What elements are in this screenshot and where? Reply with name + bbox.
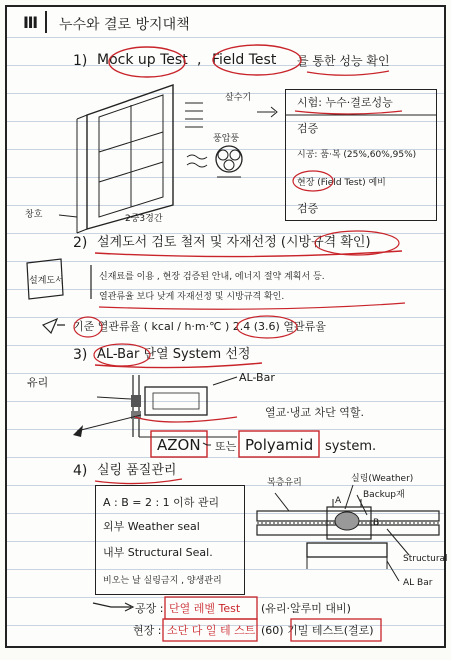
test-box-line3: 시공: 품·복 (25%,60%,95%)	[297, 150, 417, 160]
al-bar-label: AL-Bar	[239, 371, 275, 384]
heat-bridge-label: 열교·냉교 차단 역할.	[265, 406, 364, 419]
item2-label: 2)	[73, 235, 88, 251]
glass-label: 유리	[27, 376, 49, 389]
section-number: Ⅲ	[23, 13, 39, 32]
item2-line2: 열관류율 보다 낮게 자재선정 및 시방규격 확인.	[99, 292, 285, 302]
item2-title: 설계도서 검토 철저 및 자재선정 (시방규격 확인)	[97, 235, 371, 250]
item1-mockup: Mock up Test	[97, 52, 188, 68]
sealing-line2: 외부 Weather seal	[103, 520, 200, 533]
item1-field: Field Test	[212, 52, 277, 68]
footer2-red: 소단 다 일 테 스트	[167, 624, 256, 637]
item2-note: 기준 열관류율 ( kcal / h·m·℃ ) 2.4 (3.6) 열관류율	[73, 320, 326, 333]
footer1-label: 공장 :	[135, 602, 164, 615]
test-box-line1: 시험: 누수·결로성능	[297, 96, 393, 109]
option-or: 또는	[215, 440, 237, 453]
sealing-line4: 비오는 날 실링금지 , 양생관리	[103, 576, 222, 586]
item3-title: AL-Bar 단열 System 선정	[97, 347, 251, 362]
option-polyamid: Polyamid	[245, 436, 314, 454]
item2-line1: 신재료를 이용 , 현장 검증된 안내, 에너지 절약 계획서 등.	[99, 272, 325, 282]
sealing-line1: A : B = 2 : 1 이하 관리	[103, 496, 220, 509]
test-box-line5: 검증	[297, 202, 319, 215]
sealing-line3: 내부 Structural Seal.	[103, 546, 213, 559]
test-box-line2: 검증	[297, 122, 319, 135]
option-system: system.	[325, 439, 377, 454]
option-azon: AZON	[157, 436, 201, 454]
structural-label: Structural	[403, 554, 448, 564]
item1-comma: ,	[197, 52, 202, 68]
footer1-rest: (유리·알루미 대비)	[261, 602, 351, 615]
frame-label: 창호	[25, 210, 43, 220]
footer1-red: 단열 레벨 Test	[169, 602, 241, 615]
note-page	[5, 5, 446, 648]
double-glass-label: 복층유리	[267, 478, 302, 488]
item4-label: 4)	[73, 463, 88, 479]
dim-b-label: B	[373, 518, 380, 528]
dim-a-label: A	[335, 496, 342, 506]
weather-seal-label: 실링(Weather)	[351, 474, 414, 484]
design-doc-sign: 설계도서	[29, 276, 64, 286]
test-box-line4: 현장 (Field Test) 예비	[297, 178, 386, 188]
fan-label: 풍압풍	[213, 134, 240, 144]
sprinkler-label: 살수기	[225, 93, 252, 103]
item1-text: 를 통한 성능 확인	[297, 54, 390, 68]
item4-title: 실링 품질관리	[97, 463, 177, 478]
caption-label: 2중3경간	[125, 214, 163, 224]
footer-marks	[7, 7, 451, 660]
footer2-label: 현장 :	[133, 624, 162, 637]
footer2-rest: (60) 기밀 테스트(결로)	[261, 624, 374, 637]
backup-label: Backup재	[363, 490, 405, 500]
item3-label: 3)	[73, 347, 88, 363]
section-title: 누수와 결로 방지대책	[59, 17, 190, 33]
al-bar-label-2: AL Bar	[403, 578, 433, 588]
item1-label: 1)	[73, 53, 88, 69]
